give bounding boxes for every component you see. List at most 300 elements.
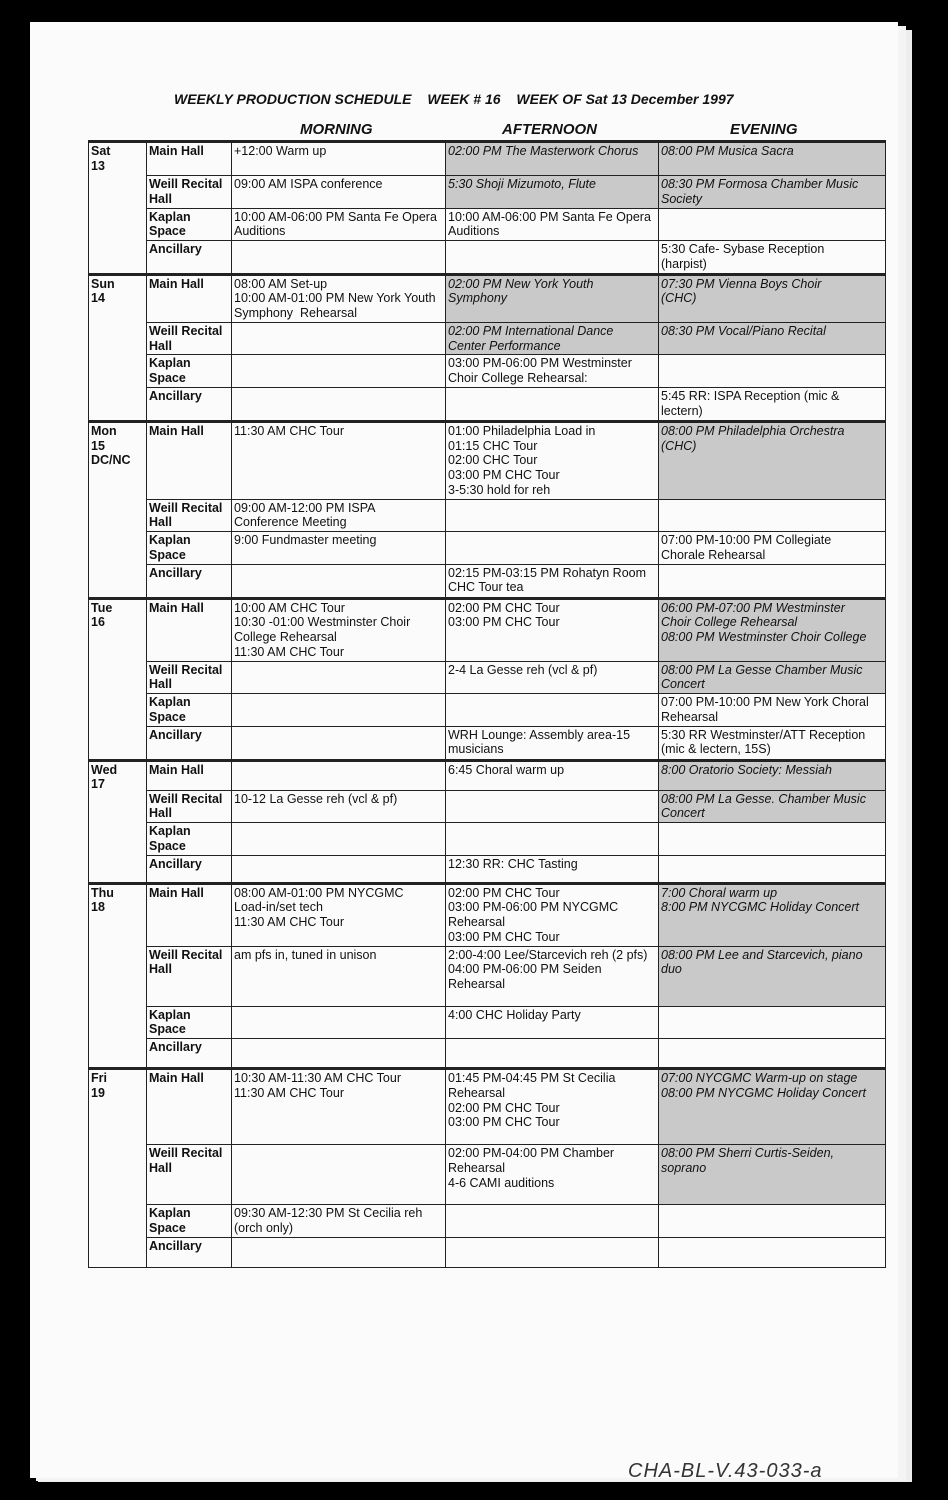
day-label-line: 13	[91, 158, 105, 173]
schedule-row	[89, 598, 886, 661]
room-label	[147, 790, 232, 823]
room-label	[147, 1039, 232, 1069]
morning-cell	[232, 499, 446, 532]
day-label-line: Thu	[91, 885, 114, 900]
event-entry: 06:00 PM-07:00 PM Westminster	[661, 600, 845, 615]
evening-cell	[659, 694, 886, 727]
afternoon-cell	[446, 946, 659, 1006]
event-entry: soprano	[661, 1160, 707, 1175]
schedule-row	[89, 661, 886, 694]
afternoon-cell	[446, 598, 659, 661]
schedule-row	[89, 1237, 886, 1267]
evening-cell	[659, 499, 886, 532]
room-label	[147, 760, 232, 790]
room-label	[147, 598, 232, 661]
morning-cell	[232, 855, 446, 883]
event-entry: 07:30 PM Vienna Boys Choir	[661, 276, 822, 291]
schedule-row	[89, 142, 886, 176]
event-entry: 08:00 PM La Gesse Chamber Music	[661, 662, 863, 677]
room-label	[147, 946, 232, 1006]
event-entry: 07:00 PM-10:00 PM Collegiate	[661, 533, 832, 547]
day-label-line: 19	[91, 1085, 105, 1100]
event-entry: College Rehearsal	[234, 630, 337, 644]
schedule-row	[89, 1039, 886, 1069]
event-entry: 02:00 PM New York Youth	[448, 276, 594, 291]
column-header-morning: MORNING	[300, 121, 373, 138]
day-label	[89, 274, 147, 421]
evening-cell	[659, 946, 886, 1006]
day-label-line: Sat	[91, 144, 111, 158]
afternoon-cell	[446, 790, 659, 823]
schedule-row	[89, 564, 886, 598]
day-label	[89, 883, 147, 1069]
morning-cell	[232, 946, 446, 1006]
event-entry: 11:30 AM CHC Tour	[234, 915, 345, 929]
afternoon-cell	[446, 661, 659, 694]
week-number: WEEK # 16	[427, 91, 501, 107]
event-entry: 02:00 PM International Dance	[448, 323, 614, 338]
schedule-row	[89, 421, 886, 499]
room-label	[147, 883, 232, 946]
event-entry: Rehearsal	[448, 977, 505, 991]
event-entry: 10:00 AM-06:00 PM Santa Fe Opera	[448, 209, 651, 224]
event-entry: 10:30 -01:00 Westminster Choir	[234, 615, 411, 630]
event-entry: 02:00 PM-04:00 PM Chamber	[448, 1146, 615, 1160]
event-entry: Rehearsal	[448, 1160, 505, 1175]
event-entry: 08:00 PM La Gesse. Chamber Music	[661, 791, 866, 806]
room-label	[147, 1069, 232, 1145]
afternoon-cell	[446, 532, 659, 565]
schedule-row	[89, 790, 886, 823]
evening-cell	[659, 1039, 886, 1069]
room-label-line: Main Hall	[149, 144, 204, 158]
day-label-line: Mon	[91, 423, 117, 438]
morning-cell	[232, 1145, 446, 1205]
room-label-line: Weill Recital	[149, 177, 223, 191]
schedule-row	[89, 855, 886, 883]
afternoon-cell	[446, 1006, 659, 1039]
event-entry: 03:00 PM CHC Tour	[448, 1115, 560, 1130]
event-entry: (mic & lectern, 15S)	[661, 742, 771, 757]
event-entry: Society	[661, 191, 702, 206]
schedule-row	[89, 532, 886, 565]
room-label	[147, 421, 232, 499]
evening-cell	[659, 387, 886, 421]
evening-cell	[659, 760, 886, 790]
evening-cell	[659, 421, 886, 499]
morning-cell	[232, 1237, 446, 1267]
morning-cell	[232, 598, 446, 661]
event-entry: 12:30 RR: CHC Tasting	[448, 856, 578, 871]
event-entry: 6:45 Choral warm up	[448, 762, 565, 777]
event-entry: 4-6 CAMI auditions	[448, 1175, 555, 1190]
event-entry: 4:00 CHC Holiday Party	[448, 1007, 581, 1022]
room-label-line: Weill Recital	[149, 500, 223, 515]
room-label-line: Weill Recital	[149, 1146, 223, 1160]
evening-cell	[659, 241, 886, 275]
event-entry: Choir College Rehearsal	[661, 615, 798, 630]
event-entry: 3-5:30 hold for reh	[448, 482, 551, 497]
event-entry: (CHC)	[661, 438, 697, 453]
room-label-line: Weill Recital	[149, 662, 223, 677]
column-header-evening: EVENING	[730, 121, 798, 138]
morning-cell	[232, 387, 446, 421]
morning-cell	[232, 823, 446, 856]
afternoon-cell	[446, 355, 659, 388]
room-label	[147, 499, 232, 532]
day-label-line: Fri	[91, 1071, 107, 1085]
schedule-row	[89, 176, 886, 209]
room-label	[147, 1145, 232, 1205]
morning-cell	[232, 142, 446, 176]
day-label	[89, 142, 147, 275]
event-entry: 09:00 AM-12:00 PM ISPA	[234, 500, 376, 515]
event-entry: 08:30 PM Formosa Chamber Music	[661, 177, 859, 191]
event-entry: Rehearsal	[448, 915, 505, 929]
event-entry: 08:00 PM NYCGMC Holiday Concert	[661, 1085, 866, 1100]
event-entry: 07:00 PM-10:00 PM New York Choral	[661, 695, 869, 709]
room-label-line: Space	[149, 838, 186, 853]
morning-cell	[232, 421, 446, 499]
room-label-line: Kaplan	[149, 533, 191, 547]
room-label	[147, 1205, 232, 1238]
room-label-line: Ancillary	[149, 242, 202, 256]
event-entry: 03:00 PM-06:00 PM Westminster	[448, 356, 632, 371]
morning-cell	[232, 694, 446, 727]
room-label-line: Kaplan	[149, 1007, 191, 1022]
room-label-line: Space	[149, 547, 186, 562]
event-entry: Auditions	[448, 224, 500, 239]
room-label	[147, 387, 232, 421]
room-label-line: Main Hall	[149, 885, 204, 900]
event-entry: 08:00 PM Philadelphia Orchestra	[661, 423, 845, 438]
morning-cell	[232, 726, 446, 760]
room-label-line: Hall	[149, 806, 172, 821]
room-label-line: Ancillary	[149, 1040, 202, 1054]
event-entry: 01:45 PM-04:45 PM St Cecilia	[448, 1071, 616, 1085]
event-entry: 01:15 CHC Tour	[448, 438, 538, 453]
afternoon-cell	[446, 208, 659, 241]
event-entry: Conference Meeting	[234, 515, 347, 530]
afternoon-cell	[446, 726, 659, 760]
morning-cell	[232, 355, 446, 388]
schedule-row	[89, 241, 886, 275]
event-entry: 10-12 La Gesse reh (vcl & pf)	[234, 791, 398, 806]
evening-cell	[659, 208, 886, 241]
afternoon-cell	[446, 823, 659, 856]
morning-cell	[232, 1006, 446, 1039]
event-entry: 08:00 PM Lee and Starcevich, piano	[661, 947, 863, 962]
schedule-row	[89, 760, 886, 790]
schedule-row	[89, 1205, 886, 1238]
event-entry: duo	[661, 962, 682, 977]
schedule-heading	[174, 91, 894, 107]
day-label-line: 15	[91, 438, 105, 453]
event-entry: 08:00 AM Set-up	[234, 276, 328, 291]
event-entry: 10:30 AM-11:30 AM CHC Tour	[234, 1071, 401, 1085]
event-entry: Concert	[661, 677, 705, 692]
room-label	[147, 1006, 232, 1039]
room-label	[147, 241, 232, 275]
morning-cell	[232, 241, 446, 275]
room-label	[147, 855, 232, 883]
evening-cell	[659, 855, 886, 883]
schedule-row	[89, 499, 886, 532]
evening-cell	[659, 1006, 886, 1039]
event-entry: 02:00 PM CHC Tour	[448, 600, 560, 615]
day-label	[89, 1069, 147, 1268]
evening-cell	[659, 355, 886, 388]
room-label-line: Weill Recital	[149, 947, 223, 962]
morning-cell	[232, 1039, 446, 1069]
day-label-line: 18	[91, 900, 105, 915]
afternoon-cell	[446, 387, 659, 421]
schedule-row	[89, 694, 886, 727]
room-label-line: Hall	[149, 191, 172, 206]
event-entry: 04:00 PM-06:00 PM Seiden	[448, 962, 602, 977]
evening-cell	[659, 1145, 886, 1205]
room-label-line: Space	[149, 371, 186, 385]
room-label-line: Space	[149, 709, 186, 724]
morning-cell	[232, 790, 446, 823]
room-label	[147, 564, 232, 598]
schedule-title: WEEKLY PRODUCTION SCHEDULE	[174, 91, 412, 107]
schedule-row	[89, 208, 886, 241]
afternoon-cell	[446, 1039, 659, 1069]
afternoon-cell	[446, 855, 659, 883]
day-label	[89, 760, 147, 883]
morning-cell	[232, 1205, 446, 1238]
room-label-line: Hall	[149, 962, 172, 977]
event-entry: 08:00 AM-01:00 PM NYCGMC	[234, 885, 404, 900]
morning-cell	[232, 883, 446, 946]
room-label-line: Ancillary	[149, 727, 202, 742]
schedule-row	[89, 946, 886, 1006]
event-entry: 07:00 NYCGMC Warm-up on stage	[661, 1071, 858, 1085]
event-entry: 03:00 PM CHC Tour	[448, 929, 560, 944]
room-label-line: Ancillary	[149, 856, 202, 871]
room-label	[147, 142, 232, 176]
morning-cell	[232, 322, 446, 355]
event-entry: Chorale Rehearsal	[661, 547, 766, 562]
event-entry: (orch only)	[234, 1220, 294, 1235]
room-label	[147, 322, 232, 355]
event-entry: (CHC)	[661, 291, 697, 306]
evening-cell	[659, 1205, 886, 1238]
afternoon-cell	[446, 421, 659, 499]
day-label	[89, 421, 147, 598]
event-entry: 02:00 PM CHC Tour	[448, 885, 560, 900]
event-entry: 10:00 AM-01:00 PM New York Youth	[234, 291, 436, 306]
afternoon-cell	[446, 322, 659, 355]
evening-cell	[659, 322, 886, 355]
room-label	[147, 176, 232, 209]
schedule-row	[89, 322, 886, 355]
event-entry: 2-4 La Gesse reh (vcl & pf)	[448, 662, 598, 677]
room-label-line: Space	[149, 1220, 186, 1235]
event-entry: 09:30 AM-12:30 PM St Cecilia reh	[234, 1206, 423, 1220]
day-label	[89, 598, 147, 760]
room-label-line: Hall	[149, 338, 172, 353]
evening-cell	[659, 598, 886, 661]
week-of: WEEK OF Sat 13 December 1997	[516, 91, 734, 107]
afternoon-cell	[446, 1145, 659, 1205]
afternoon-cell	[446, 883, 659, 946]
day-label-line: Sun	[91, 276, 115, 291]
evening-cell	[659, 176, 886, 209]
event-entry: 9:00 Fundmaster meeting	[234, 533, 377, 547]
room-label	[147, 532, 232, 565]
schedule-row	[89, 1069, 886, 1145]
room-label-line: Ancillary	[149, 388, 202, 403]
event-entry: 08:30 PM Vocal/Piano Recital	[661, 323, 826, 338]
room-label-line: Kaplan	[149, 1206, 191, 1220]
event-entry: 09:00 AM ISPA conference	[234, 177, 383, 191]
evening-cell	[659, 790, 886, 823]
room-label-line: Main Hall	[149, 1071, 204, 1085]
room-label-line: Ancillary	[149, 1238, 202, 1253]
event-entry: lectern)	[661, 403, 703, 418]
room-label-line: Space	[149, 1022, 186, 1037]
event-entry: CHC Tour tea	[448, 580, 524, 595]
event-entry: am pfs in, tuned in unison	[234, 947, 377, 962]
event-entry: 10:00 AM CHC Tour	[234, 600, 345, 615]
archive-mark: CHA-BL-V.43-033-a	[628, 1460, 823, 1482]
afternoon-cell	[446, 274, 659, 322]
evening-cell	[659, 1069, 886, 1145]
room-label-line: Main Hall	[149, 423, 204, 438]
afternoon-cell	[446, 564, 659, 598]
day-label-line: 17	[91, 777, 105, 792]
room-label-line: Kaplan	[149, 695, 191, 709]
day-label-line: 14	[91, 291, 105, 306]
event-entry: 7:00 Choral warm up	[661, 885, 778, 900]
event-entry: Rehearsal	[448, 1085, 505, 1100]
event-entry: 11:30 AM CHC Tour	[234, 1085, 345, 1100]
morning-cell	[232, 1069, 446, 1145]
room-label	[147, 274, 232, 322]
room-label	[147, 1237, 232, 1267]
evening-cell	[659, 532, 886, 565]
afternoon-cell	[446, 1237, 659, 1267]
event-entry: 5:30 Shoji Mizumoto, Flute	[448, 177, 596, 191]
afternoon-cell	[446, 176, 659, 209]
day-label-line: Tue	[91, 600, 113, 615]
room-label-line: Weill Recital	[149, 323, 223, 338]
afternoon-cell	[446, 241, 659, 275]
morning-cell	[232, 564, 446, 598]
event-entry: 8:00 PM NYCGMC Holiday Concert	[661, 900, 859, 915]
event-entry: Symphony Rehearsal	[234, 306, 357, 320]
room-label	[147, 208, 232, 241]
afternoon-cell	[446, 142, 659, 176]
evening-cell	[659, 726, 886, 760]
event-entry: Rehearsal	[661, 709, 718, 724]
morning-cell	[232, 760, 446, 790]
room-label-line: Weill Recital	[149, 791, 223, 806]
event-entry: 02:00 PM CHC Tour	[448, 1100, 560, 1115]
schedule-row	[89, 355, 886, 388]
day-label-line: 16	[91, 615, 105, 630]
room-label-line: Hall	[149, 677, 172, 692]
room-label-line: Ancillary	[149, 565, 202, 580]
schedule-row	[89, 1006, 886, 1039]
evening-cell	[659, 564, 886, 598]
event-entry: 03:00 PM-06:00 PM NYCGMC	[448, 900, 619, 915]
event-entry: 5:45 RR: ISPA Reception (mic &	[661, 388, 840, 403]
evening-cell	[659, 274, 886, 322]
column-header-afternoon: AFTERNOON	[502, 121, 597, 138]
schedule-row	[89, 726, 886, 760]
morning-cell	[232, 274, 446, 322]
evening-cell	[659, 142, 886, 176]
event-entry: 02:15 PM-03:15 PM Rohatyn Room	[448, 565, 647, 580]
room-label-line: Main Hall	[149, 276, 204, 291]
schedule-row	[89, 823, 886, 856]
event-entry: musicians	[448, 742, 504, 757]
event-entry: Center Performance	[448, 338, 561, 353]
event-entry: 8:00 Oratorio Society: Messiah	[661, 762, 832, 777]
event-entry: 08:00 PM Westminster Choir College	[661, 630, 867, 644]
afternoon-cell	[446, 499, 659, 532]
event-entry: 08:00 PM Sherri Curtis-Seiden,	[661, 1146, 834, 1160]
event-entry: +12:00 Warm up	[234, 144, 327, 158]
event-entry: 08:00 PM Musica Sacra	[661, 144, 794, 158]
event-entry: 10:00 AM-06:00 PM Santa Fe Opera	[234, 209, 437, 224]
room-label-line: Kaplan	[149, 209, 191, 224]
afternoon-cell	[446, 694, 659, 727]
event-entry: 11:30 AM CHC Tour	[234, 423, 345, 438]
event-entry: 03:00 PM CHC Tour	[448, 615, 560, 630]
evening-cell	[659, 823, 886, 856]
schedule-row	[89, 883, 886, 946]
event-entry: 02:00 PM The Masterwork Chorus	[448, 144, 639, 158]
afternoon-cell	[446, 1205, 659, 1238]
schedule-row	[89, 1145, 886, 1205]
event-entry: 2:00-4:00 Lee/Starcevich reh (2 pfs)	[448, 947, 648, 962]
room-label-line: Hall	[149, 1160, 172, 1175]
morning-cell	[232, 176, 446, 209]
day-label-line: DC/NC	[91, 453, 131, 468]
room-label-line: Space	[149, 224, 186, 239]
afternoon-cell	[446, 1069, 659, 1145]
evening-cell	[659, 661, 886, 694]
event-entry: 01:00 Philadelphia Load in	[448, 423, 596, 438]
event-entry: Load-in/set tech	[234, 900, 323, 915]
event-entry: Symphony	[448, 291, 508, 306]
morning-cell	[232, 208, 446, 241]
room-label	[147, 726, 232, 760]
event-entry: 02:00 CHC Tour	[448, 453, 538, 468]
schedule-row	[89, 387, 886, 421]
event-entry: 03:00 PM CHC Tour	[448, 468, 560, 482]
room-label	[147, 661, 232, 694]
morning-cell	[232, 532, 446, 565]
room-label-line: Kaplan	[149, 356, 191, 371]
room-label-line: Main Hall	[149, 600, 204, 615]
afternoon-cell	[446, 760, 659, 790]
room-label-line: Kaplan	[149, 824, 191, 838]
evening-cell	[659, 883, 886, 946]
event-entry: Auditions	[234, 224, 286, 239]
day-label-line: Wed	[91, 762, 118, 777]
room-label	[147, 694, 232, 727]
schedule-row	[89, 274, 886, 322]
room-label	[147, 355, 232, 388]
room-label	[147, 823, 232, 856]
room-label-line: Hall	[149, 515, 172, 530]
event-entry: 5:30 Cafe- Sybase Reception	[661, 242, 825, 256]
